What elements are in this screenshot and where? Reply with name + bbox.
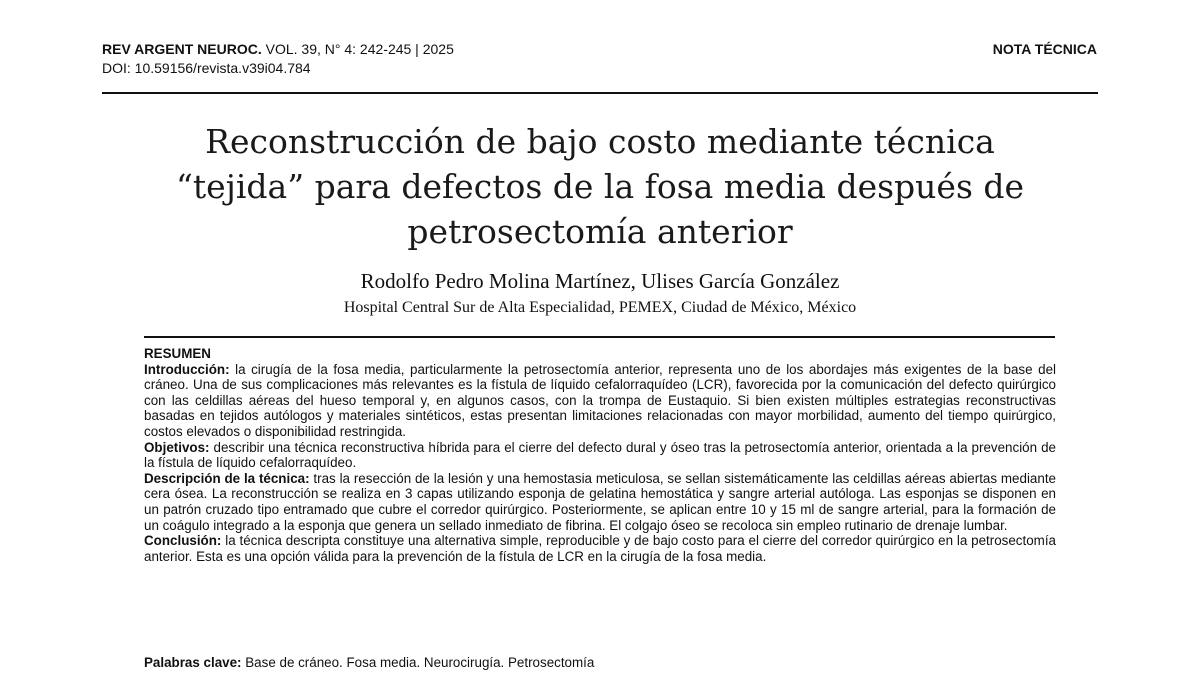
abstract-section-objectives [144,440,1056,471]
abstract-divider [144,336,1055,338]
keywords [144,655,1056,671]
abstract-section-conclusion [144,533,1056,564]
abstract-heading: RESUMEN [144,346,211,361]
section-label: NOTA TÉCNICA [992,41,1097,57]
abstract-section-introduction [144,362,1056,440]
title-line: petrosectomía anterior [407,212,793,251]
section-label: Descripción de la técnica: [144,470,310,486]
section-text: la técnica descripta constituye una alternativa simple, reproducible y de bajo costo para el cierre del corredor quirúrgico en la petrosectomía anterior. Esta es una opción válida para la prevención de la fístula de LCR en la cirugía de la fosa media. [144,533,1056,564]
volume-info: VOL. 39, N° 4: 242-245 | 2025 [261,41,454,57]
keywords-text: Base de cráneo. Fosa media. Neurocirugía. Petrosectomía [241,655,595,670]
keywords-label: Palabras clave: [144,655,242,670]
article-title [100,119,1100,254]
abstract [144,346,1056,564]
section-label: Introducción: [144,361,230,377]
affiliation: Hospital Central Sur de Alta Especialidad, PEMEX, Ciudad de México, México [343,299,857,316]
section-text: tras la resección de la lesión y una hemostasia meticulosa, se sellan sistemáticamente las celdillas aéreas abiertas mediante cera ósea. La reconstrucción se realiza en 3 capas utilizando esponja de gelatina hemostática y sangre arterial autóloga. Las esponjas se disponen en un patrón cruzado tipo entramado que cubre el corredor quirúrgico. Posteriormente, se aplican entre 10 y 15 ml de sangre arterial, para la formación de un coágulo integrado a la esponja que genera un sellado inmediato de fibrina. El colgajo óseo se recoloca sin empleo rutinario de drenaje lumbar. [144,470,1056,533]
journal-citation [102,40,454,78]
doi: DOI: 10.59156/revista.v39i04.784 [102,60,311,76]
section-text: la cirugía de la fosa media, particularmente la petrosectomía anterior, representa uno de los abordajes más exigentes de la base del cráneo. Una de sus complicaciones más relevantes es la fístula de líquido cefalorraquídeo (LCR), favorecida por la comunicación del defecto quirúrgico con las celdillas aéreas del hueso temporal y, en algunos casos, con la trompa de Eustaquio. Si bien existen múltiples estrategias reconstructivas basadas en tejidos autólogos y materiales sintéticos, estas presentan limitaciones relacionadas con mayor morbilidad, aumento del tiempo quirúrgico, costos elevados o disponibilidad restringida. [144,361,1056,439]
journal-name: REV ARGENT NEUROC. [102,41,262,57]
top-divider [102,92,1098,94]
section-label: Conclusión: [144,533,222,549]
section-text: describir una técnica reconstructiva híbrida para el cierre del defecto dural y óseo tras la petrosectomía anterior, orientada a la prevención de la fístula de líquido cefalorraquídeo. [144,439,1056,471]
authors: Rodolfo Pedro Molina Martínez, Ulises García González [360,269,840,293]
title-line: “tejida” para defectos de la fosa media después de [175,167,1025,206]
title-line: Reconstrucción de bajo costo mediante técnica [205,122,995,161]
abstract-section-technique [144,471,1056,533]
section-label: Objetivos: [144,439,210,455]
